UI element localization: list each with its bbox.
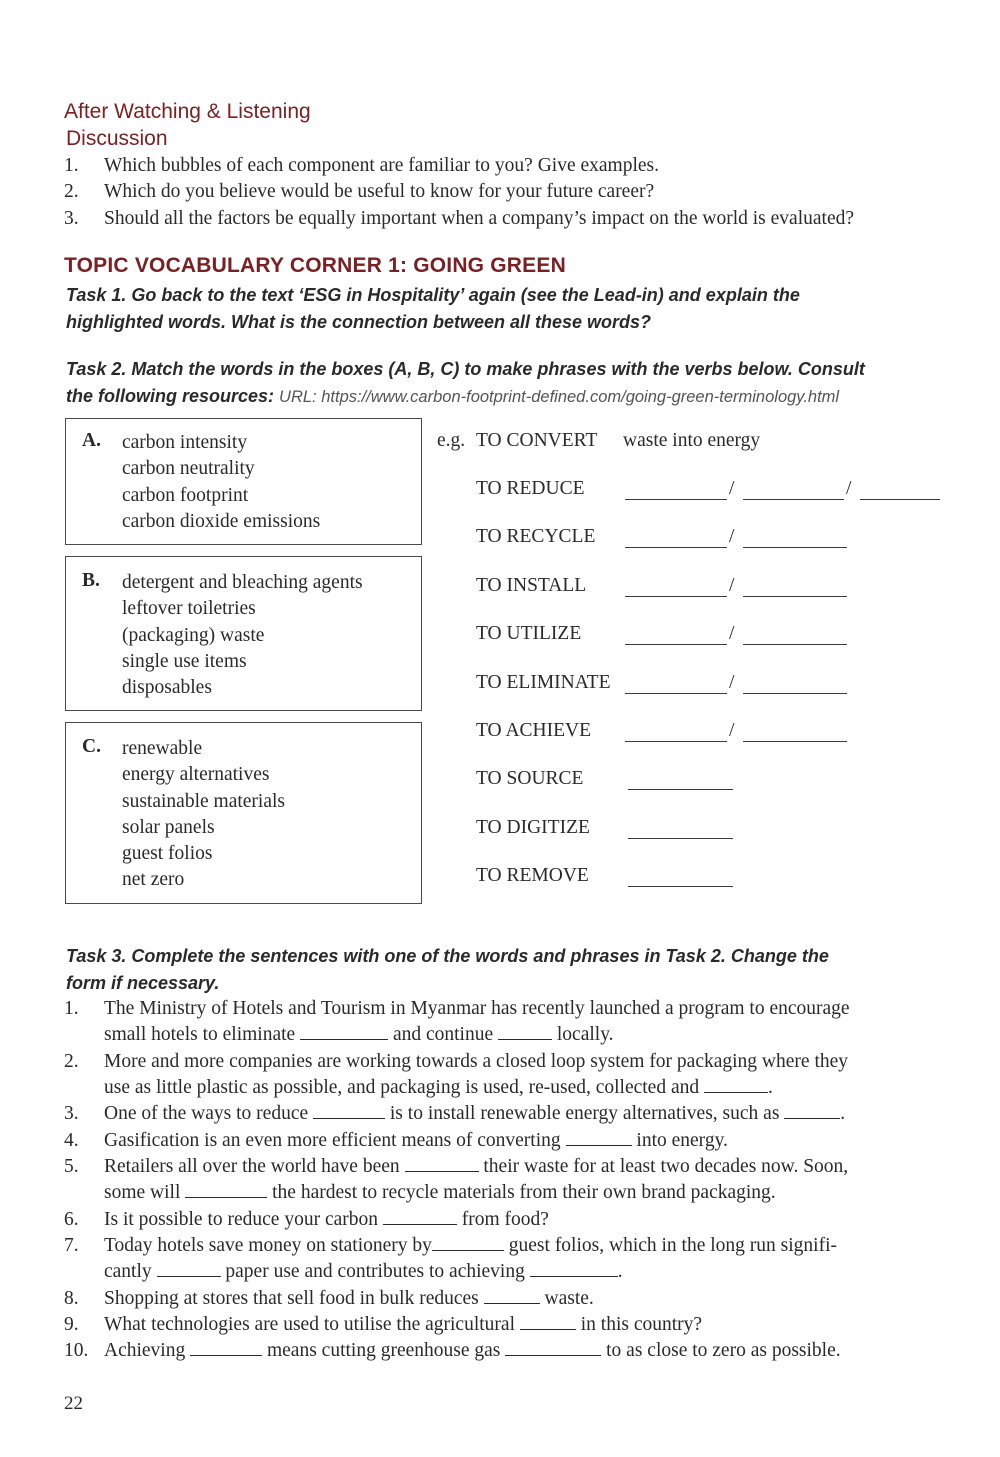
task1-line-2: highlighted words. What is the connection between all these words?: [66, 311, 652, 332]
sentence-number: 3.: [64, 1103, 79, 1125]
slash-separator: /: [729, 526, 735, 548]
sentence-line: [104, 1049, 848, 1075]
box-item: guest folios: [122, 843, 213, 865]
sentence-line: [104, 1075, 848, 1101]
answer-blank: [625, 499, 727, 500]
fill-in-blank: [313, 1102, 385, 1119]
box-item: renewable: [122, 738, 203, 759]
question-number: 3.: [64, 207, 79, 229]
sentence-text: use as little plastic as possible, and packaging is used, re-used, collected and: [104, 1077, 704, 1099]
example-answer: waste into energy: [623, 430, 761, 451]
topic-title: TOPIC VOCABULARY CORNER 1: GOING GREEN: [64, 254, 566, 277]
box-item: carbon neutrality: [122, 458, 255, 480]
task1-line-1: Task 1. Go back to the text ‘ESG in Hospitality’ again (see the Lead-in) and explain the: [66, 285, 800, 305]
box-item: disposables: [122, 677, 212, 699]
task2-line-2: the following resources:: [66, 385, 275, 406]
sentence-body: [104, 1049, 848, 1102]
resource-url: URL: https://www.carbon-footprint-defined.com/going-green-terminology.html: [279, 387, 840, 406]
verb-label: TO SOURCE: [476, 768, 584, 790]
sentence-line: [104, 996, 850, 1022]
box-item: detergent and bleaching agents: [122, 572, 363, 593]
box-item: leftover toiletries: [122, 598, 256, 620]
answer-blank: [625, 693, 727, 694]
section-title: After Watching & Listening: [64, 100, 311, 123]
sentence-body: [104, 1101, 845, 1127]
sentence-text: cantly: [104, 1261, 157, 1283]
sentence-line: [104, 1180, 848, 1206]
word-box-c: [65, 722, 422, 904]
answer-blank: [625, 596, 727, 597]
verb-label: TO UTILIZE: [476, 623, 582, 645]
fill-in-blank: [498, 1023, 552, 1040]
answer-blank: [625, 644, 727, 645]
sentence-text: guest folios, which in the long run signifi-: [503, 1235, 837, 1257]
box-items: [122, 430, 320, 535]
box-item: carbon footprint: [122, 484, 249, 506]
sentence-number: 4.: [64, 1129, 79, 1151]
discussion-questions: [64, 153, 854, 232]
sentence-text: .: [617, 1261, 623, 1283]
sentence-number: 5.: [64, 1156, 79, 1178]
answer-blank: [743, 547, 847, 548]
verb-label: TO REDUCE: [476, 478, 585, 499]
sentence-text: .: [840, 1103, 846, 1125]
box-items: [122, 736, 285, 894]
sentence-line: [104, 1022, 850, 1048]
task2-line-1: Task 2. Match the words in the boxes (A, B, C) to make phrases with the verbs below. Consult: [66, 359, 865, 379]
fill-in-blank: [530, 1260, 618, 1277]
box-item: carbon dioxide emissions: [122, 510, 321, 532]
question-number: 2.: [64, 181, 79, 203]
sentence-item: [64, 1154, 850, 1207]
sentence-line: [104, 1128, 728, 1154]
fill-in-blank: [300, 1023, 388, 1040]
verb-label: TO INSTALL: [476, 574, 587, 596]
answer-blank: [743, 644, 847, 645]
sentence-text: to as close to zero as possible.: [601, 1340, 841, 1362]
question-text: Should all the factors be equally important when a company’s impact on the world is evaluated?: [104, 207, 854, 229]
section-subtitle: Discussion: [66, 127, 168, 150]
sentence-text: One of the ways to reduce: [104, 1103, 314, 1125]
box-item: carbon intensity: [122, 432, 248, 453]
verb-label: TO ACHIEVE: [476, 720, 592, 741]
fill-in-blank: [784, 1102, 840, 1119]
sentence-list: [64, 996, 850, 1365]
sentence-text: some will: [104, 1182, 186, 1204]
fill-in-blank: [566, 1129, 632, 1146]
sentence-text: Shopping at stores that sell food in bulk reduces: [104, 1287, 484, 1309]
task3-line-1: Task 3. Complete the sentences with one of the words and phrases in Task 2. Change the: [66, 946, 829, 966]
sentence-text: into energy.: [631, 1129, 728, 1151]
sentence-item: [64, 1101, 850, 1127]
sentence-item: [64, 1233, 850, 1286]
sentence-body: [104, 1154, 848, 1207]
question-2: [64, 179, 854, 205]
slash-separator: /: [729, 671, 735, 693]
sentence-text: in this country?: [575, 1314, 703, 1336]
sentence-item: [64, 996, 850, 1049]
sentence-number: 7.: [64, 1235, 79, 1257]
sentence-number: 2.: [64, 1050, 79, 1072]
sentence-body: [104, 1207, 549, 1233]
sentence-text: What technologies are used to utilise the agricultural: [104, 1314, 520, 1336]
box-letter: A.: [82, 430, 101, 451]
sentence-line: [104, 1233, 837, 1259]
sentence-text: the hardest to recycle materials from their own brand packaging.: [267, 1182, 776, 1204]
box-item: energy alternatives: [122, 764, 270, 786]
sentence-item: [64, 1207, 850, 1233]
example-verb: TO CONVERT: [476, 430, 598, 451]
sentence-body: [104, 996, 850, 1049]
sentence-number: 6.: [64, 1208, 79, 1230]
sentence-line: [104, 1286, 594, 1312]
box-item: single use items: [122, 650, 247, 672]
sentence-number: 1.: [64, 998, 79, 1019]
slash-separator: /: [729, 623, 735, 645]
fill-in-blank: [484, 1287, 540, 1304]
sentence-line: [104, 1101, 845, 1127]
sentence-text: Today hotels save money on stationery by: [104, 1235, 432, 1257]
answer-blank: [628, 886, 733, 887]
box-item: sustainable materials: [122, 790, 285, 812]
box-item: solar panels: [122, 816, 215, 838]
fill-in-blank: [704, 1076, 768, 1093]
example-prefix: e.g.: [437, 430, 466, 451]
sentence-item: [64, 1286, 850, 1312]
sentence-text: small hotels to eliminate: [104, 1024, 301, 1046]
sentence-text: .: [768, 1077, 773, 1099]
fill-in-blank: [185, 1181, 267, 1198]
fill-in-blank: [405, 1155, 479, 1172]
sentence-text: their waste for at least two decades now. Soon,: [478, 1156, 849, 1178]
fill-in-blank: [383, 1208, 457, 1225]
sentence-text: Is it possible to reduce your carbon: [104, 1208, 383, 1230]
box-letter: C.: [82, 736, 101, 757]
sentence-number: 8.: [64, 1287, 79, 1309]
sentence-body: [104, 1312, 702, 1338]
sentence-line: [104, 1207, 549, 1233]
sentence-number: 9.: [64, 1314, 79, 1336]
slash-separator: /: [729, 574, 735, 596]
sentence-item: [64, 1312, 850, 1338]
sentence-body: [104, 1286, 594, 1312]
sentence-number: 10.: [64, 1340, 89, 1362]
sentence-text: More and more companies are working towards a closed loop system for packaging where they: [104, 1050, 849, 1072]
slash-separator: /: [846, 478, 852, 499]
sentence-text: Retailers all over the world have been: [104, 1156, 405, 1178]
verb-label: TO ELIMINATE: [476, 671, 611, 693]
sentence-body: [104, 1233, 837, 1286]
sentence-line: [104, 1154, 848, 1180]
fill-in-blank: [157, 1260, 221, 1277]
fill-in-blank: [432, 1234, 504, 1251]
question-1: [64, 153, 854, 179]
sentence-text: locally.: [552, 1024, 614, 1046]
sentence-body: [104, 1128, 728, 1154]
question-text: Which do you believe would be useful to know for your future career?: [104, 181, 655, 203]
task2-instructions: [66, 356, 865, 410]
task1-instructions: [66, 282, 800, 335]
fill-in-blank: [520, 1313, 576, 1330]
verb-label: TO REMOVE: [476, 865, 589, 887]
verb-label: TO RECYCLE: [476, 526, 596, 548]
fill-in-blank: [505, 1339, 601, 1356]
answer-blank: [625, 547, 727, 548]
sentence-text: The Ministry of Hotels and Tourism in Myanmar has recently launched a program to encourage: [104, 998, 850, 1019]
task3-instructions: [66, 943, 829, 996]
word-box-a: [65, 418, 422, 545]
sentence-text: Gasification is an even more efficient means of converting: [104, 1129, 566, 1151]
question-3: [64, 206, 854, 232]
sentence-text: waste.: [539, 1287, 594, 1309]
answer-blank: [743, 596, 847, 597]
box-item: net zero: [122, 869, 185, 891]
sentence-item: [64, 1128, 850, 1154]
sentence-line: [104, 1338, 841, 1364]
answer-blank: [625, 741, 727, 742]
sentence-text: Achieving: [104, 1340, 191, 1362]
answer-blank: [860, 499, 940, 500]
sentence-body: [104, 1338, 841, 1364]
box-item: (packaging) waste: [122, 624, 265, 646]
question-text: Which bubbles of each component are familiar to you? Give examples.: [104, 155, 660, 176]
box-letter: B.: [82, 570, 100, 591]
slash-separator: /: [729, 720, 735, 741]
answer-blank: [743, 693, 847, 694]
answer-blank: [628, 789, 733, 790]
sentence-line: [104, 1312, 702, 1338]
fill-in-blank: [190, 1339, 262, 1356]
page-number: 22: [64, 1393, 83, 1414]
question-number: 1.: [64, 155, 79, 176]
sentence-line: [104, 1259, 837, 1285]
sentence-item: [64, 1049, 850, 1102]
sentence-text: means cutting greenhouse gas: [262, 1340, 506, 1362]
box-items: [122, 570, 363, 701]
verb-label: TO DIGITIZE: [476, 816, 590, 838]
answer-blank: [743, 499, 844, 500]
answer-blank: [628, 838, 733, 839]
slash-separator: /: [729, 478, 735, 499]
sentence-text: and continue: [388, 1024, 498, 1046]
sentence-text: is to install renewable energy alternatives, such as: [385, 1103, 785, 1125]
answer-blank: [743, 741, 847, 742]
task3-line-2: form if necessary.: [66, 972, 220, 993]
sentence-text: paper use and contributes to achieving: [220, 1261, 530, 1283]
sentence-text: from food?: [456, 1208, 549, 1230]
sentence-item: [64, 1338, 850, 1364]
word-box-b: [65, 556, 422, 711]
